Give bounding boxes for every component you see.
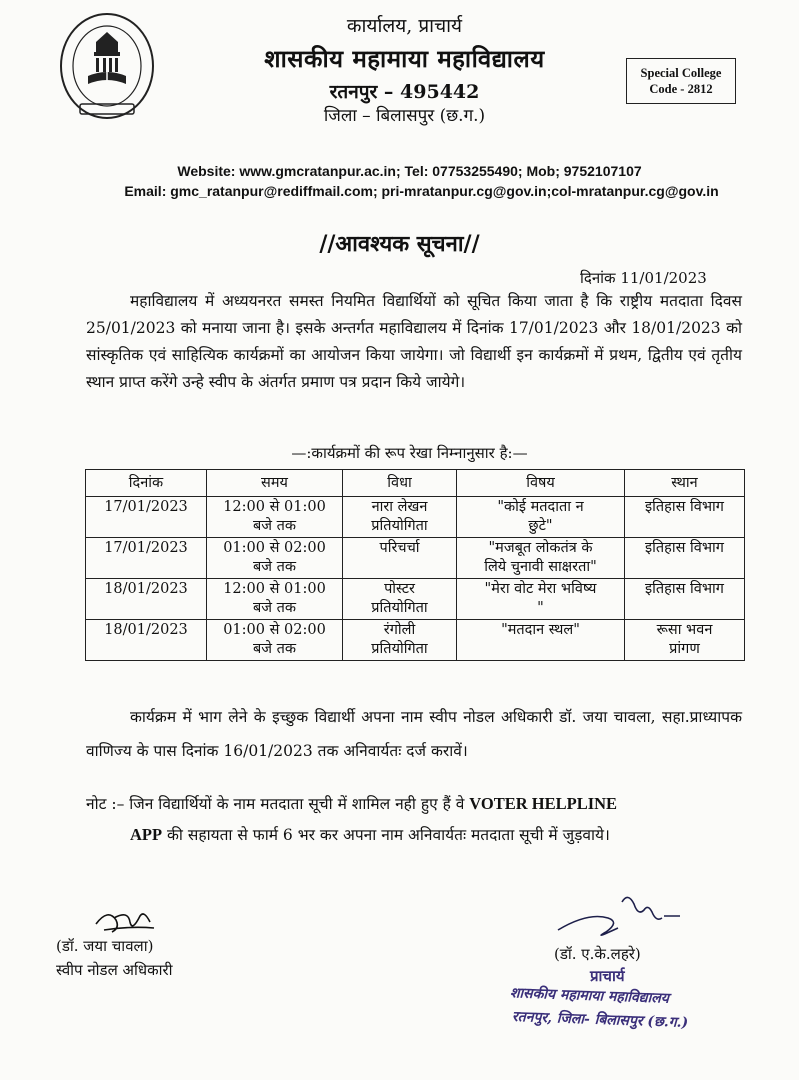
cell-venue: इतिहास विभाग <box>625 538 745 579</box>
schedule-caption: —:कार्यक्रमों की रूप रेखा निम्नानुसार है:— <box>291 444 528 462</box>
note-line-2 <box>130 823 610 845</box>
stamp-institution: शासकीय महामाया महाविद्यालय <box>509 985 670 1007</box>
header-time: समय <box>207 470 343 497</box>
note-app-name: VOTER HELPLINE <box>469 794 618 813</box>
note-suffix: की सहायता से फार्म 6 भर कर अपना नाम अनिवार्यतः मतदाता सूची में जुड़वाये। <box>167 826 610 844</box>
note-line-1 <box>86 792 617 814</box>
note-prefix: नोट :– जिन विद्यार्थियों के नाम मतदाता सूची में शामिल नही हुए हैं वे <box>86 795 465 813</box>
signature-left-icon <box>90 900 160 940</box>
cell-topic: "मेरा वोट मेरा भविष्य " <box>457 579 625 620</box>
left-signatory-designation: स्वीप नोडल अधिकारी <box>56 961 173 979</box>
cell-type: पोस्टर प्रतियोगिता <box>343 579 457 620</box>
header-type: विधा <box>343 470 457 497</box>
left-signatory-name: (डॉ. जया चावला) <box>56 937 154 955</box>
notice-paragraph-1: महाविद्यालय में अध्ययनरत समस्त नियमित विद्यार्थियों को सूचित किया जाता है कि राष्ट्रीय मतदाता दिवस 25/01/2023 को मनाया जाना है। इसके अन्तर्गत महाविद्यालय में दिनांक 17/01/2023 और 18/01/2023 को सांस्कृतिक एवं साहित्यिक कार्यक्रमों का आयोजन किया जायेगा। जो विद्यार्थी इन कार्यक्रमों में प्रथम, द्वितीय एवं तृतीय स्थान प्राप्त करेंगे उन्हे स्वीप के अंतर्गत प्रमाण पत्र प्रदान किये जायेगे। <box>86 292 742 391</box>
code-line-2: Code - 2812 <box>649 82 713 96</box>
college-code-box <box>626 58 736 104</box>
cell-topic: "मजबूत लोकतंत्र के लिये चुनावी साक्षरता" <box>457 538 625 579</box>
note-app-suffix: APP <box>130 825 163 844</box>
notice-paragraph-2: कार्यक्रम में भाग लेने के इच्छुक विद्यार्थी अपना नाम स्वीप नोडल अधिकारी डॉ. जया चावला, सहा.प्राध्यापक वाणिज्य के पास दिनांक 16/01/2023 तक अनिवार्यतः दर्ज करावें। <box>86 708 742 760</box>
table-row <box>86 538 745 579</box>
cell-date: 18/01/2023 <box>86 579 207 620</box>
cell-type: नारा लेखन प्रतियोगिता <box>343 497 457 538</box>
header-topic: विषय <box>457 470 625 497</box>
cell-time: 01:00 से 02:00 बजे तक <box>207 620 343 661</box>
schedule-table <box>85 469 745 661</box>
district: जिला – बिलासपुर (छ.ग.) <box>323 106 486 126</box>
cell-topic: "कोई मतदाता न छुटे" <box>457 497 625 538</box>
stamp-address: रतनपुर, जिला- बिलासपुर (छ.ग.) <box>511 1008 689 1032</box>
college-name: शासकीय महामाया महाविद्यालय <box>264 44 545 73</box>
cell-venue: इतिहास विभाग <box>625 579 745 620</box>
cell-time: 12:00 से 01:00 बजे तक <box>207 497 343 538</box>
contact-email: Email: gmc_ratanpur@rediffmail.com; pri-mratanpur.cg@gov.in;col-mratanpur.cg@gov.in <box>124 183 719 199</box>
table-row <box>86 620 745 661</box>
signature-right-icon <box>548 882 688 952</box>
city-pin: रतनपुर – 495442 <box>329 81 480 103</box>
cell-venue: इतिहास विभाग <box>625 497 745 538</box>
right-signatory-designation: प्राचार्य <box>590 967 625 985</box>
cell-type: परिचर्चा <box>343 538 457 579</box>
table-row <box>86 497 745 538</box>
cell-time: 12:00 से 01:00 बजे तक <box>207 579 343 620</box>
cell-type: रंगोली प्रतियोगिता <box>343 620 457 661</box>
contact-website: Website: www.gmcratanpur.ac.in; Tel: 07753255490; Mob; 9752107107 <box>177 163 642 179</box>
cell-date: 17/01/2023 <box>86 538 207 579</box>
cell-date: 17/01/2023 <box>86 497 207 538</box>
cell-time: 01:00 से 02:00 बजे तक <box>207 538 343 579</box>
right-signatory-name: (डॉ. ए.के.लहरे) <box>554 945 641 963</box>
notice-heading: //आवश्यक सूचना// <box>319 231 480 257</box>
cell-topic: "मतदान स्थल" <box>457 620 625 661</box>
cell-venue: रूसा भवन प्रांगण <box>625 620 745 661</box>
table-row <box>86 579 745 620</box>
cell-date: 18/01/2023 <box>86 620 207 661</box>
table-header-row <box>86 470 745 497</box>
code-line-1: Special College <box>640 66 722 80</box>
header-date: दिनांक <box>86 470 207 497</box>
header-venue: स्थान <box>625 470 745 497</box>
office-title: कार्यालय, प्राचार्य <box>346 15 463 37</box>
notice-date: दिनांक 11/01/2023 <box>580 269 707 287</box>
